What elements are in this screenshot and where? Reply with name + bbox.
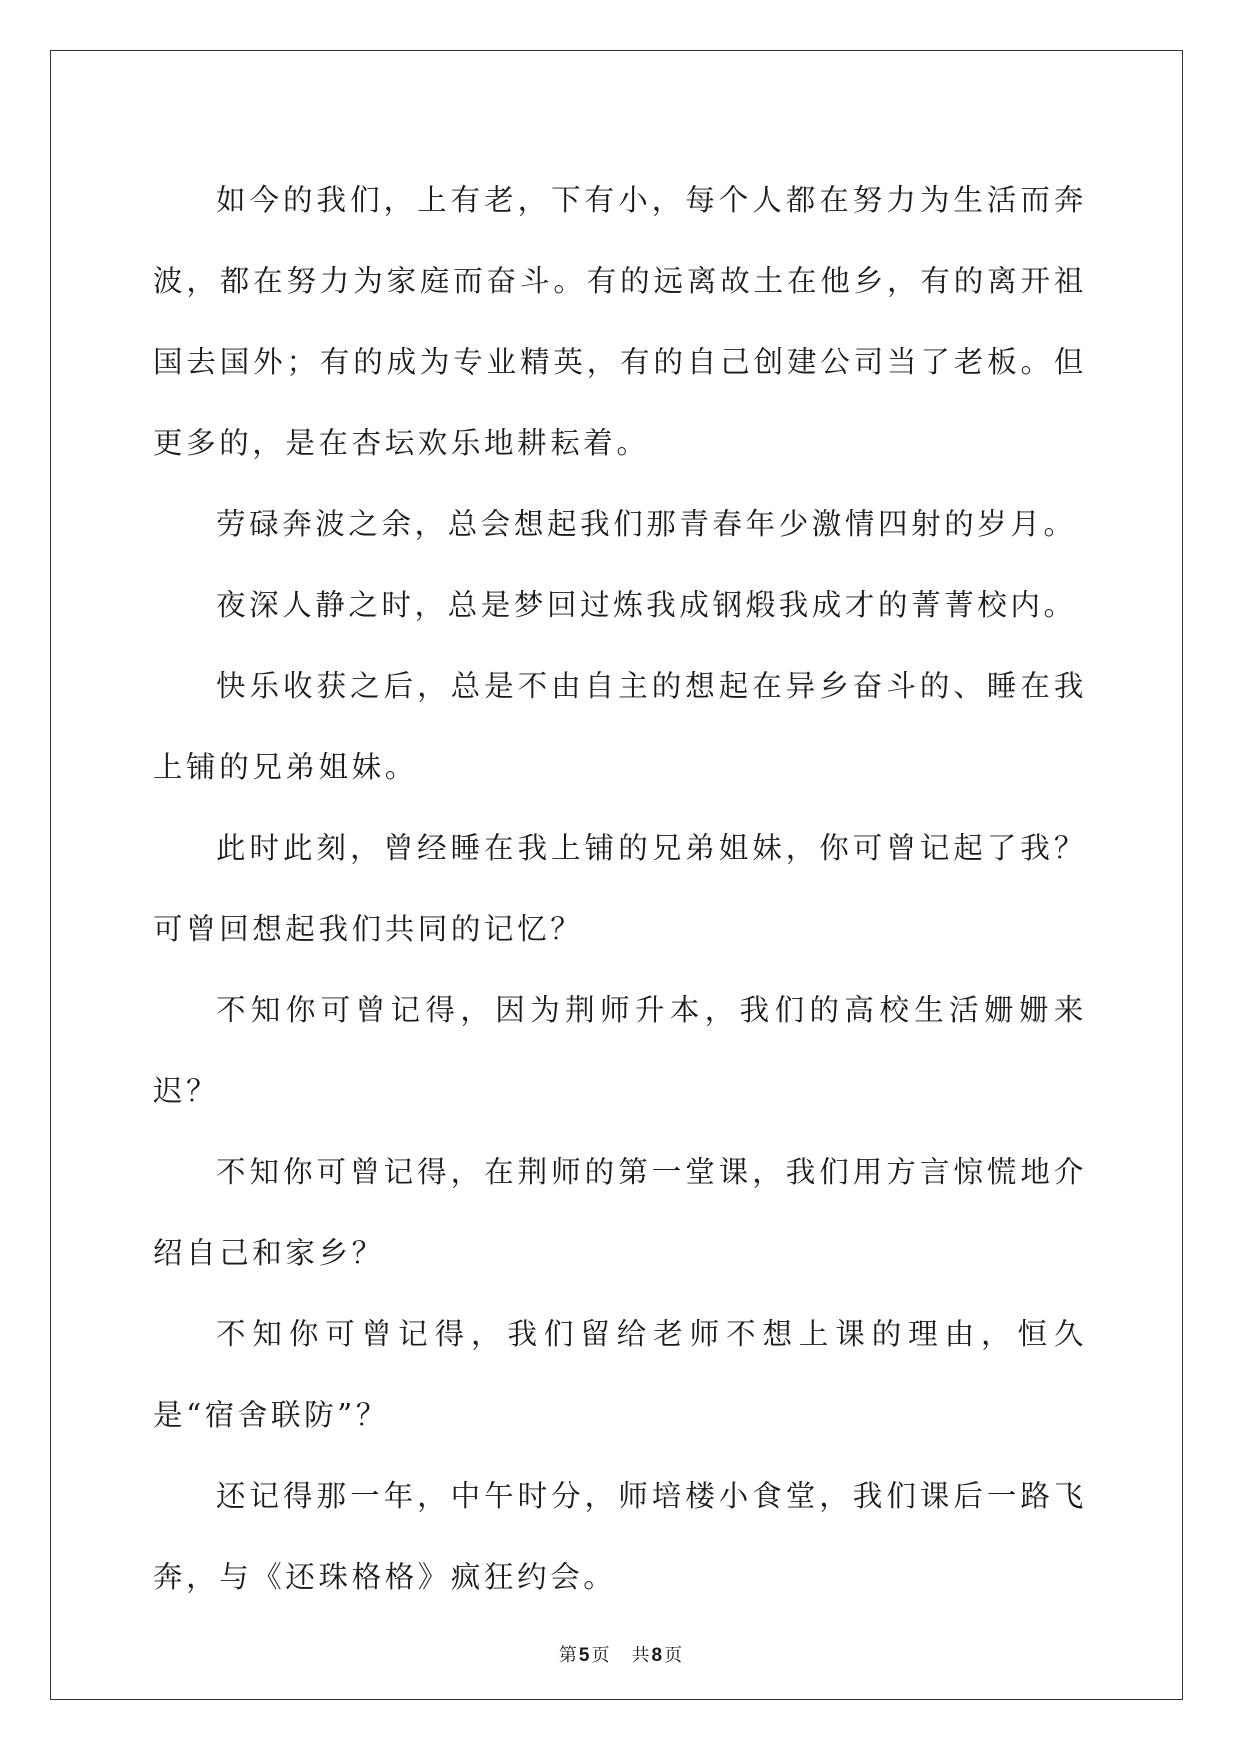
paragraph-8: 不知你可曾记得，我们留给老师不想上课的理由，恒久是“宿舍联防”？ bbox=[153, 1317, 1087, 1432]
paragraph-4: 快乐收获之后，总是不由自主的想起在异乡奋斗的、睡在我上铺的兄弟姐妹。 bbox=[153, 669, 1087, 784]
paragraph-2: 劳碌奔波之余，总会想起我们那青春年少激情四射的岁月。 bbox=[216, 507, 1077, 541]
page-label-prefix: 第 bbox=[558, 1645, 577, 1666]
page-number: 5 bbox=[578, 1645, 590, 1666]
paragraph-6: 不知你可曾记得，因为荆师升本，我们的高校生活姗姗来迟？ bbox=[153, 993, 1087, 1108]
paragraph-9: 还记得那一年，中午时分，师培楼小食堂，我们课后一路飞奔，与《还珠格格》疯狂约会。 bbox=[153, 1479, 1087, 1594]
paragraph-3: 夜深人静之时，总是梦回过炼我成钢煅我成才的菁菁校内。 bbox=[216, 588, 1077, 622]
total-label-prefix: 共 bbox=[631, 1645, 650, 1666]
paragraph-1: 如今的我们，上有老，下有小，每个人都在努力为生活而奔波，都在努力为家庭而奋斗。有的远离故土在他乡，有的离开祖国去国外；有的成为专业精英，有的自己创建公司当了老板。但更多的，是在杏坛欢乐地耕耘着。 bbox=[153, 183, 1087, 460]
page-footer bbox=[0, 1645, 1241, 1667]
page-label-suffix: 页 bbox=[591, 1645, 610, 1666]
total-pages: 8 bbox=[651, 1645, 663, 1666]
total-label-suffix: 页 bbox=[664, 1645, 683, 1666]
document-body bbox=[153, 160, 1087, 1618]
paragraph-7: 不知你可曾记得，在荆师的第一堂课，我们用方言惊慌地介绍自己和家乡？ bbox=[153, 1155, 1087, 1270]
paragraph-5: 此时此刻，曾经睡在我上铺的兄弟姐妹，你可曾记起了我？可曾回想起我们共同的记忆？ bbox=[153, 831, 1087, 946]
